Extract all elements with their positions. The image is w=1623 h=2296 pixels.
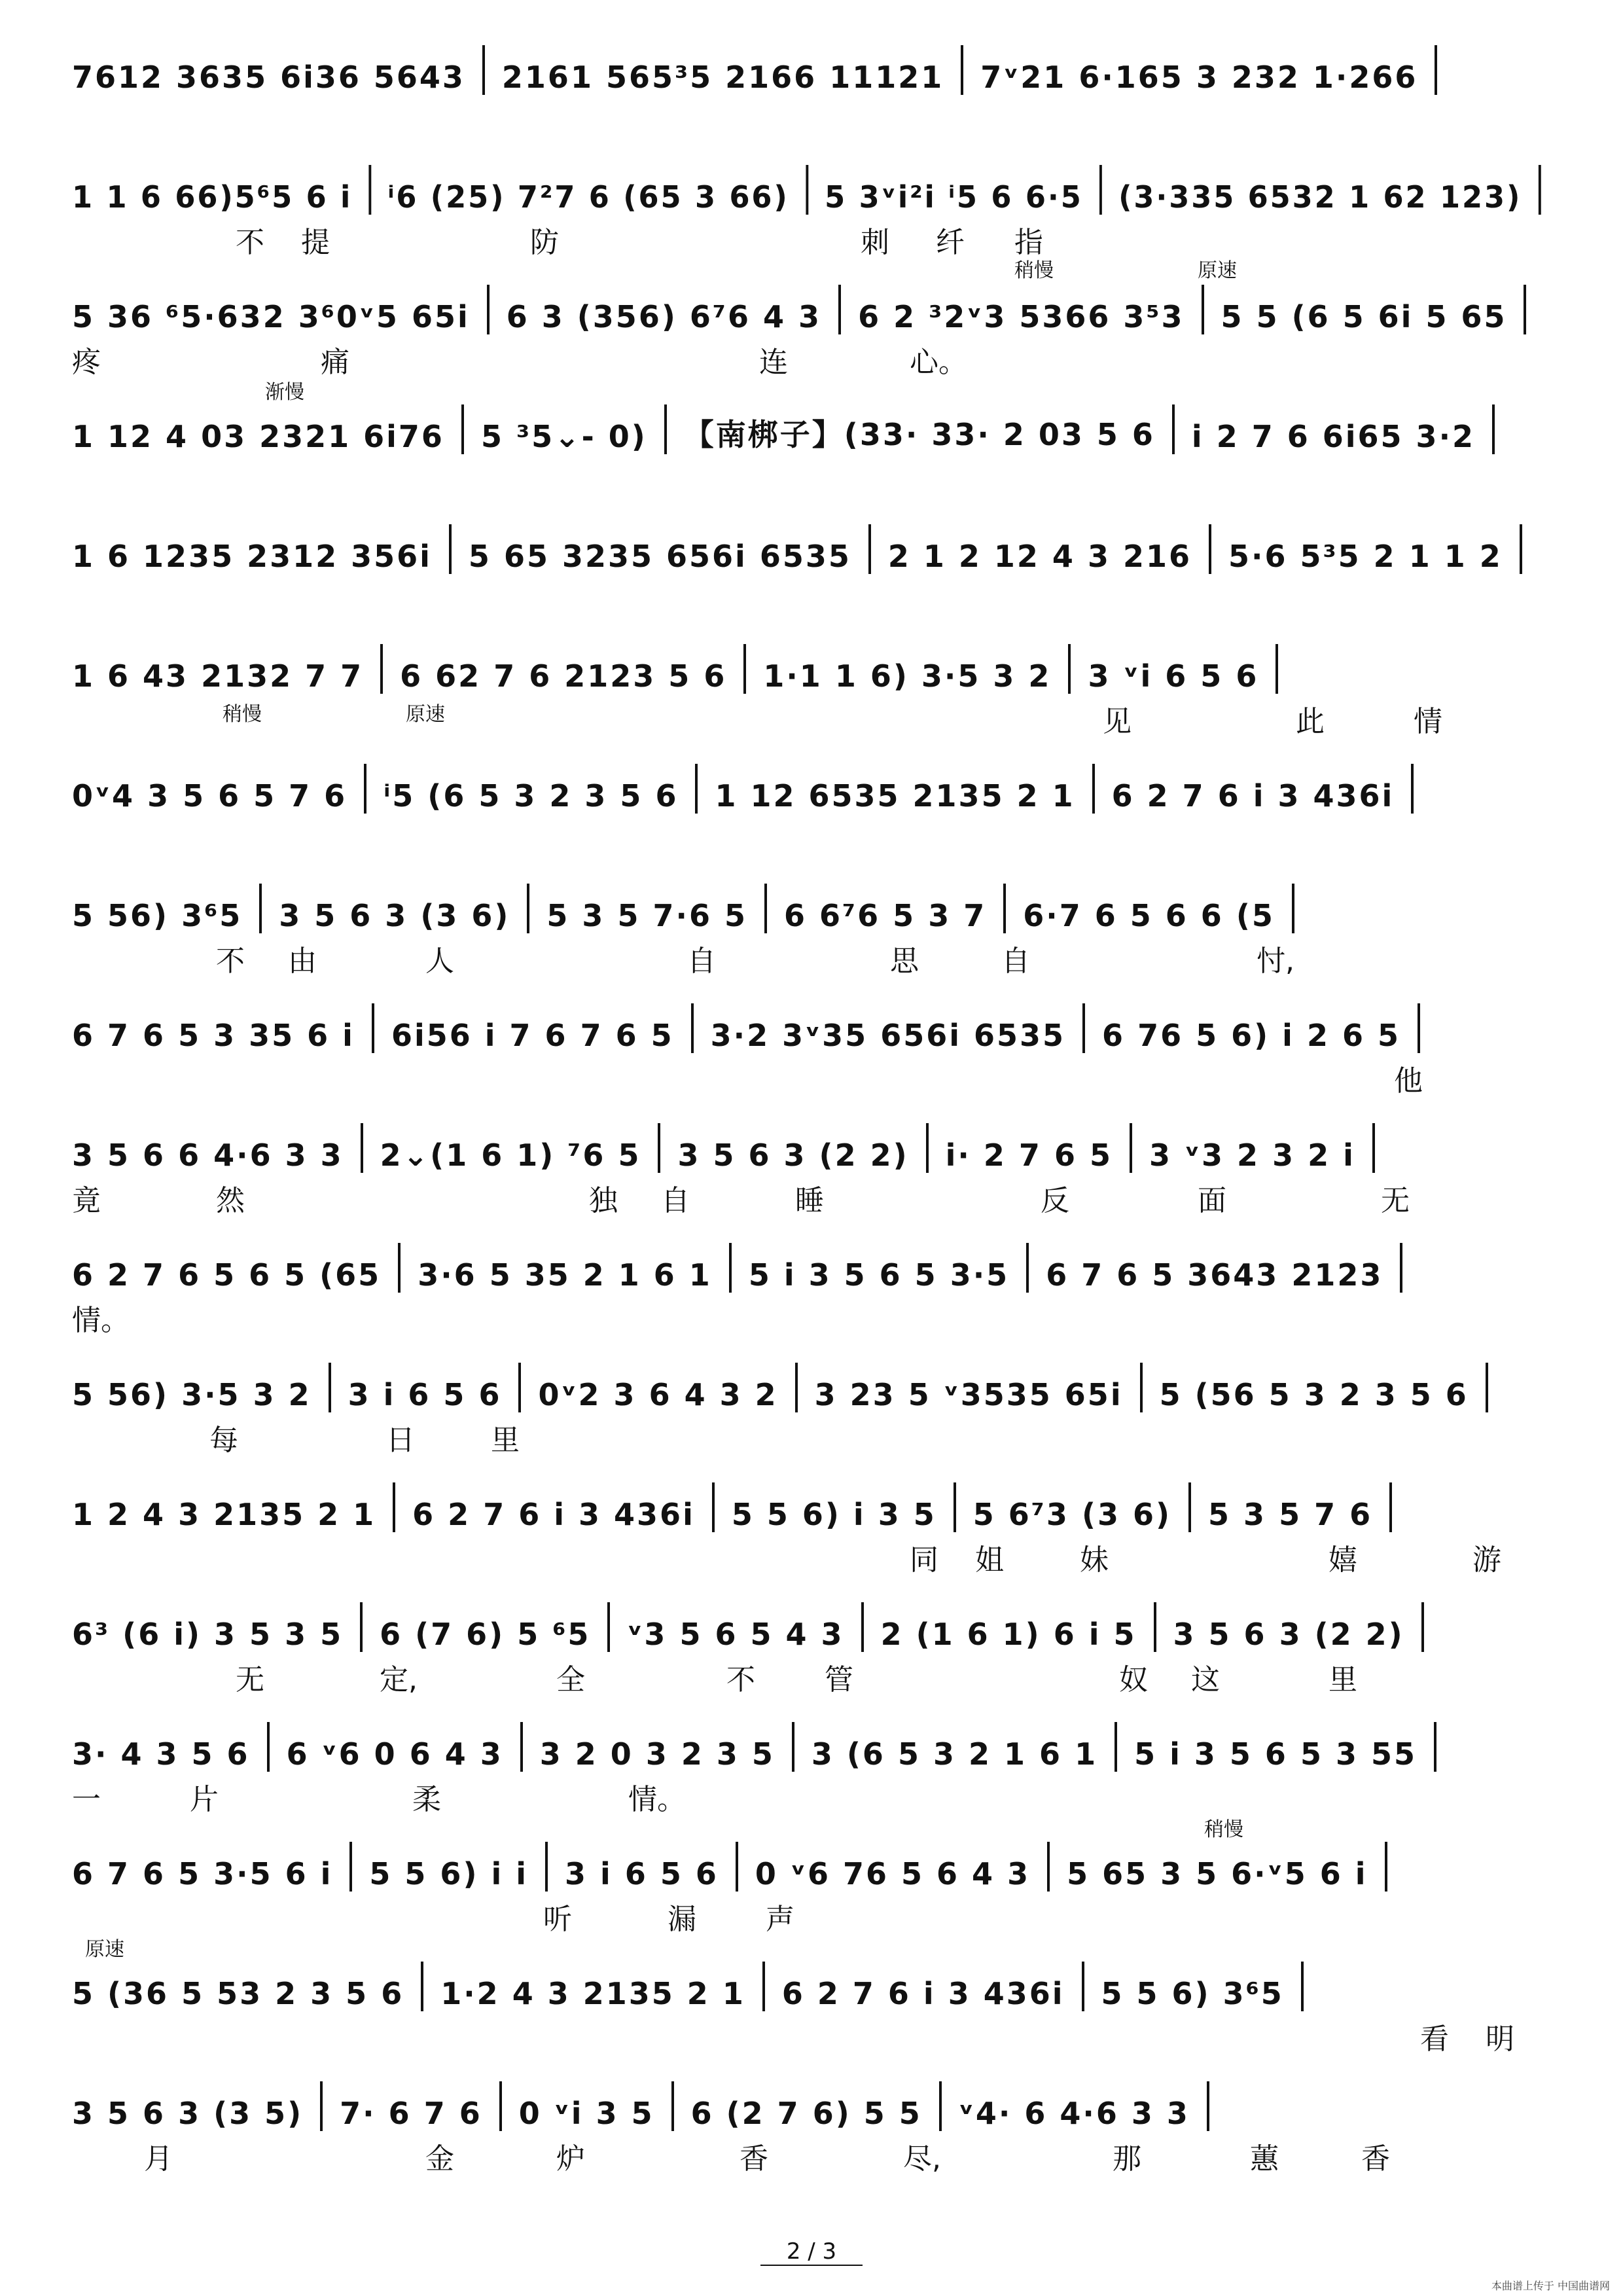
bar-line xyxy=(664,404,667,454)
measure: 5 3 5 7·6 5 xyxy=(546,898,747,933)
measure: 1 6 1235 2312 356i xyxy=(72,539,432,574)
lyric-char: 每 xyxy=(209,1424,238,1457)
measure: 1 12 4 03 2321 6i76 xyxy=(72,419,444,454)
lyric-char: 连 xyxy=(759,346,788,379)
score-system xyxy=(72,1713,1558,1837)
bar-line xyxy=(461,404,464,454)
measure: 6 2 7 6 i 3 436i xyxy=(781,1976,1065,2011)
bar-line xyxy=(658,1123,660,1173)
bar-line xyxy=(1400,1243,1402,1293)
measure: 3· 4 3 5 6 xyxy=(72,1736,250,1772)
bar-line xyxy=(1418,1003,1420,1053)
lyric-char: 里 xyxy=(491,1424,520,1457)
measure: 6 7 6 5 3·5 6 i xyxy=(72,1856,333,1892)
bar-line xyxy=(607,1602,610,1652)
bar-line xyxy=(545,1842,548,1892)
lyric-char: 无 xyxy=(1381,1184,1410,1217)
measure: 5 65 3 5 6·ᵛ5 6 i xyxy=(1067,1856,1368,1892)
bar-line xyxy=(1385,1842,1387,1892)
tempo-mark: 渐慢 xyxy=(265,381,304,404)
lyric-char: 指 xyxy=(1014,226,1043,259)
bar-line xyxy=(1275,644,1278,694)
lyric-char: 防 xyxy=(530,226,559,259)
measure: 5 ³5⌄- 0) xyxy=(480,419,647,454)
lyric-char: 人 xyxy=(425,944,454,978)
measure: 6 3 (356) 6⁷6 4 3 xyxy=(506,299,822,334)
measure: 3 2 0 3 2 3 5 xyxy=(539,1736,775,1772)
measure: 5 65 3235 656i 6535 xyxy=(468,539,851,574)
bar-line xyxy=(764,884,767,933)
lyric-char: 香 xyxy=(1361,2142,1390,2176)
bar-line xyxy=(1172,404,1175,454)
measure: 0 ᵛi 3 5 xyxy=(518,2096,654,2131)
lyric-char: 睡 xyxy=(795,1184,824,1217)
measure: 3 (6 5 3 2 1 6 1 xyxy=(811,1736,1098,1772)
measure: 3 5 6 3 (3 6) xyxy=(279,898,510,933)
notation-line xyxy=(72,1473,1409,1532)
bar-line xyxy=(393,1482,395,1532)
measure: 7ᵛ21 6·165 3 232 1·266 xyxy=(980,60,1418,95)
lyric-char: 不 xyxy=(236,226,264,259)
lyric-char: 蕙 xyxy=(1250,2142,1279,2176)
notation-line xyxy=(72,515,1539,574)
lyric-char: 痛 xyxy=(321,346,349,379)
lyrics-line xyxy=(72,937,1558,977)
measure: 6³ (6 i) 3 5 3 5 xyxy=(72,1617,344,1652)
bar-line xyxy=(1092,764,1095,814)
notation-line xyxy=(72,1713,1454,1772)
bar-line xyxy=(1524,285,1526,334)
notation-line xyxy=(72,635,1295,694)
lyric-char: 游 xyxy=(1472,1543,1501,1577)
measure: 3 5 6 3 (2 2) xyxy=(677,1138,909,1173)
lyric-char: 情。 xyxy=(72,1304,130,1337)
measure: 3 23 5 ᵛ3535 65i xyxy=(814,1377,1123,1412)
lyric-char: 面 xyxy=(1198,1184,1226,1217)
measure: 1 6 43 2132 7 7 xyxy=(72,658,364,694)
lyrics-line xyxy=(72,1895,1558,1935)
lyric-char: 声 xyxy=(766,1903,794,1936)
lyrics-line xyxy=(72,338,1558,378)
bar-line xyxy=(712,1482,715,1532)
notation-line xyxy=(72,874,1311,933)
bar-line xyxy=(1539,165,1541,215)
notation-line xyxy=(72,1234,1419,1293)
measure: 6 2 ³2ᵛ3 5366 3⁵3 xyxy=(858,299,1185,334)
bar-line xyxy=(1099,165,1102,215)
bar-line xyxy=(1026,1243,1029,1293)
score-system xyxy=(72,1473,1558,1598)
lyric-char: 无 xyxy=(236,1663,264,1696)
bar-line xyxy=(1003,884,1006,933)
notation-line xyxy=(72,755,1431,814)
measure: 6 7 6 5 3643 2123 xyxy=(1046,1257,1383,1293)
bar-line xyxy=(1434,1722,1436,1772)
lyric-char: 由 xyxy=(288,944,317,978)
bar-line xyxy=(926,1123,929,1173)
site-credit: 本曲谱上传于 中国曲谱网 xyxy=(1491,2280,1610,2292)
score-system xyxy=(72,1234,1558,1358)
bar-line xyxy=(368,165,371,215)
lyric-char: 奴 xyxy=(1119,1663,1148,1696)
bar-line xyxy=(449,524,452,574)
bar-line xyxy=(838,285,841,334)
bar-line xyxy=(762,1962,765,2011)
measure: 1 2 4 3 2135 2 1 xyxy=(72,1497,376,1532)
lyrics-line xyxy=(72,578,1558,617)
measure: 0 ᵛ6 76 5 6 4 3 xyxy=(755,1856,1031,1892)
measure: 5 3ᵛi²i ⁱ5 6 6·5 xyxy=(825,179,1083,215)
score-system xyxy=(72,1818,1558,1957)
score-system xyxy=(72,2072,1558,2197)
notation-line xyxy=(72,1593,1441,1652)
bar-line xyxy=(267,1722,270,1772)
lyrics-line xyxy=(72,698,1558,737)
measure: (3·335 6532 1 62 123) xyxy=(1118,179,1522,215)
score-system xyxy=(72,874,1558,999)
bar-line xyxy=(954,1482,956,1532)
lyrics-line xyxy=(72,1536,1558,1575)
notation-line xyxy=(72,156,1558,215)
measure: 6 2 7 6 5 6 5 (65 xyxy=(72,1257,382,1293)
tempo-mark: 稍慢 xyxy=(223,703,262,726)
measure: 6 (2 7 6) 5 5 xyxy=(690,2096,922,2131)
bar-line xyxy=(1372,1123,1375,1173)
measure: 1 1 6 66)5⁶5 6 i xyxy=(72,179,353,215)
score-system xyxy=(72,994,1558,1119)
lyric-char: 柔 xyxy=(412,1783,441,1816)
bar-line xyxy=(1207,2081,1209,2131)
lyric-char: 纤 xyxy=(936,226,965,259)
measure: 0ᵛ2 3 6 4 3 2 xyxy=(538,1377,778,1412)
bar-line xyxy=(695,764,698,814)
measure: 5 56) 3·5 3 2 xyxy=(72,1377,312,1412)
lyric-char: 里 xyxy=(1329,1663,1357,1696)
bar-line xyxy=(487,285,490,334)
bar-line xyxy=(1068,644,1071,694)
measure: 3 ᵛ3 2 3 2 i xyxy=(1149,1138,1355,1173)
notation-line xyxy=(72,1952,1321,2011)
lyrics-line xyxy=(72,1057,1558,1096)
bar-line xyxy=(961,45,963,95)
bar-line xyxy=(372,1003,374,1053)
bar-line xyxy=(499,2081,502,2131)
bar-line xyxy=(1411,764,1414,814)
score-system xyxy=(72,1593,1558,1717)
measure: 2 1 2 12 4 3 216 xyxy=(887,539,1192,574)
bar-line xyxy=(520,1722,523,1772)
lyric-char: 自 xyxy=(661,1184,690,1217)
measure: 3 ᵛi 6 5 6 xyxy=(1088,658,1259,694)
measure: 7612 3635 6i36 5643 xyxy=(72,60,465,95)
lyric-char: 不 xyxy=(216,944,245,978)
lyric-char: 反 xyxy=(1041,1184,1069,1217)
bar-line xyxy=(1421,1602,1424,1652)
bar-line xyxy=(1492,404,1495,454)
lyric-char: 此 xyxy=(1296,705,1325,738)
lyrics-line xyxy=(72,1776,1558,1815)
lyric-char: 忖, xyxy=(1257,944,1294,978)
page-number-label: 2 / 3 xyxy=(760,2238,863,2266)
lyric-char: 看 xyxy=(1420,2022,1449,2056)
lyric-char: 不 xyxy=(726,1663,755,1696)
bar-line xyxy=(349,1842,352,1892)
bar-line xyxy=(792,1722,794,1772)
measure: 6 2 7 6 i 3 436i xyxy=(1111,778,1395,814)
lyric-char: 姐 xyxy=(975,1543,1004,1577)
bar-line xyxy=(1435,45,1437,95)
tempo-mark: 稍慢 xyxy=(1204,1818,1243,1841)
bar-line xyxy=(795,1363,798,1412)
measure: 5 3 5 7 6 xyxy=(1208,1497,1373,1532)
measure: 5 5 6) 3⁶5 xyxy=(1101,1976,1284,2011)
measure: 3 5 6 3 (3 5) xyxy=(72,2096,304,2131)
lyric-char: 见 xyxy=(1103,705,1132,738)
measure: 6 6⁷6 5 3 7 xyxy=(783,898,987,933)
bar-line xyxy=(1389,1482,1392,1532)
lyric-char: 漏 xyxy=(668,1903,696,1936)
score-system xyxy=(72,1354,1558,1478)
measure: 6 76 5 6) i 2 6 5 xyxy=(1102,1018,1400,1053)
lyric-char: 炉 xyxy=(556,2142,585,2176)
lyric-char: 情。 xyxy=(628,1783,686,1816)
page-number xyxy=(0,2238,1623,2266)
measure: 6 (7 6) 5 ⁶5 xyxy=(380,1617,591,1652)
lyrics-line xyxy=(72,99,1558,138)
score-system xyxy=(72,1114,1558,1238)
measure: 6 7 6 5 3 35 6 i xyxy=(72,1018,355,1053)
bar-line xyxy=(736,1842,738,1892)
measure: 2⌄(1 6 1) ⁷6 5 xyxy=(380,1138,641,1173)
bar-line xyxy=(1082,1962,1084,2011)
bar-line xyxy=(1301,1962,1304,2011)
score-system xyxy=(72,36,1558,160)
measure: ⁱ6 (25) 7²7 6 (65 3 66) xyxy=(387,179,789,215)
bar-line xyxy=(1292,884,1294,933)
measure: 5 (56 5 3 2 3 5 6 xyxy=(1159,1377,1469,1412)
lyric-char: 同 xyxy=(910,1543,938,1577)
bar-line xyxy=(868,524,871,574)
bar-line xyxy=(1486,1363,1488,1412)
measure: 2 (1 6 1) 6 i 5 xyxy=(880,1617,1137,1652)
measure: 5 (36 5 53 2 3 5 6 xyxy=(72,1976,404,2011)
bar-line xyxy=(1082,1003,1085,1053)
notation-line xyxy=(72,1354,1505,1412)
notation-line xyxy=(72,994,1437,1053)
bar-line xyxy=(1188,1482,1191,1532)
measure: 5 6⁷3 (3 6) xyxy=(972,1497,1172,1532)
lyric-char: 自 xyxy=(1001,944,1030,978)
lyric-char: 一 xyxy=(72,1783,101,1816)
bar-line xyxy=(360,1602,363,1652)
bar-line xyxy=(1047,1842,1050,1892)
measure: 3 5 6 6 4·6 3 3 xyxy=(72,1138,344,1173)
lyrics-line xyxy=(72,219,1558,258)
measure: 1 12 6535 2135 2 1 xyxy=(715,778,1075,814)
bar-line xyxy=(1154,1602,1156,1652)
bar-line xyxy=(1130,1123,1132,1173)
lyrics-line xyxy=(72,1297,1558,1336)
measure: 3 i 6 5 6 xyxy=(348,1377,502,1412)
tempo-mark: 原速 xyxy=(406,703,445,726)
lyric-char: 疼 xyxy=(72,346,101,379)
bar-line xyxy=(398,1243,401,1293)
measure: 1·1 1 6) 3·5 3 2 xyxy=(763,658,1052,694)
lyric-char: 日 xyxy=(386,1424,415,1457)
measure: 5 5 (6 5 6i 5 65 xyxy=(1221,299,1507,334)
bar-line xyxy=(1209,524,1211,574)
notation-line xyxy=(72,276,1543,334)
measure: 5 5 6) i i xyxy=(369,1856,529,1892)
score-system xyxy=(72,635,1558,759)
score-system xyxy=(72,515,1558,639)
measure: 5 56) 3⁶5 xyxy=(72,898,243,933)
measure: ᵛ3 5 6 5 4 3 xyxy=(627,1617,844,1652)
lyric-char: 这 xyxy=(1191,1663,1220,1696)
lyric-char: 片 xyxy=(190,1783,219,1816)
lyric-char: 情 xyxy=(1414,705,1442,738)
lyrics-line xyxy=(72,2135,1558,2174)
lyrics-line xyxy=(72,1656,1558,1695)
lyric-char: 他 xyxy=(1394,1064,1423,1098)
lyrics-line xyxy=(72,1177,1558,1216)
bar-line xyxy=(1140,1363,1143,1412)
bar-line xyxy=(518,1363,521,1412)
bar-line xyxy=(364,764,366,814)
lyric-char: 香 xyxy=(740,2142,768,2176)
measure: 3·6 5 35 2 1 6 1 xyxy=(418,1257,712,1293)
bar-line xyxy=(806,165,808,215)
bar-line xyxy=(691,1003,694,1053)
bar-line xyxy=(320,2081,323,2131)
measure: 5 5 6) i 3 5 xyxy=(731,1497,936,1532)
bar-line xyxy=(729,1243,732,1293)
lyric-char: 提 xyxy=(301,226,330,259)
score-system xyxy=(72,156,1558,280)
lyric-char: 定, xyxy=(380,1663,418,1696)
lyric-char: 思 xyxy=(890,944,919,978)
measure: 0ᵛ4 3 5 6 5 7 6 xyxy=(72,778,348,814)
lyric-char: 听 xyxy=(543,1903,572,1936)
measure: 2161 565³5 2166 11121 xyxy=(501,60,944,95)
bar-line xyxy=(671,2081,674,2131)
bar-line xyxy=(1520,524,1522,574)
measure: 6i56 i 7 6 7 6 5 xyxy=(391,1018,674,1053)
measure: 3 5 6 3 (2 2) xyxy=(1173,1617,1404,1652)
measure: 【南梆子】(33· 33· 2 03 5 6 xyxy=(683,417,1155,452)
bar-line xyxy=(527,884,529,933)
lyric-char: 心。 xyxy=(910,346,967,379)
measure: 6 2 7 6 i 3 436i xyxy=(412,1497,695,1532)
tempo-mark: 稍慢 xyxy=(1014,259,1054,282)
lyric-char: 自 xyxy=(687,944,716,978)
measure: 7· 6 7 6 xyxy=(340,2096,482,2131)
bar-line xyxy=(743,644,746,694)
lyric-char: 金 xyxy=(425,2142,454,2176)
score-system xyxy=(72,755,1558,879)
score-system xyxy=(72,381,1558,520)
bar-line xyxy=(361,1123,363,1173)
lyric-char: 独 xyxy=(589,1184,618,1217)
measure: 5·6 5³5 2 1 1 2 xyxy=(1228,539,1503,574)
measure: 6 62 7 6 2123 5 6 xyxy=(400,658,727,694)
tempo-mark: 原速 xyxy=(85,1938,124,1961)
tempo-mark: 原速 xyxy=(1198,259,1237,282)
bar-line xyxy=(482,45,485,95)
bar-line xyxy=(421,1962,423,2011)
measure: 6·7 6 5 6 6 (5 xyxy=(1023,898,1275,933)
lyric-char: 刺 xyxy=(861,226,889,259)
notation-line xyxy=(72,2072,1226,2131)
bar-line xyxy=(1115,1722,1117,1772)
measure: ᵛ4· 6 4·6 3 3 xyxy=(958,2096,1190,2131)
lyric-char: 嬉 xyxy=(1329,1543,1357,1577)
lyrics-line xyxy=(72,458,1558,497)
lyric-char: 然 xyxy=(216,1184,245,1217)
lyric-char: 竟 xyxy=(72,1184,101,1217)
lyric-char: 月 xyxy=(144,2142,173,2176)
lyric-char: 明 xyxy=(1486,2022,1514,2056)
bar-line xyxy=(329,1363,331,1412)
lyric-char: 尽, xyxy=(903,2142,941,2176)
score-system xyxy=(72,1938,1558,2077)
bar-line xyxy=(259,884,262,933)
measure: 5 i 3 5 6 5 3 55 xyxy=(1134,1736,1418,1772)
measure: 6 ᵛ6 0 6 4 3 xyxy=(286,1736,503,1772)
lyrics-line xyxy=(72,1416,1558,1456)
bar-line xyxy=(1202,285,1204,334)
measure: i 2 7 6 6i65 3·2 xyxy=(1191,419,1476,454)
notation-line xyxy=(72,36,1454,95)
notation-line xyxy=(72,1114,1392,1173)
measure: i· 2 7 6 5 xyxy=(945,1138,1113,1173)
measure: ⁱ5 (6 5 3 2 3 5 6 xyxy=(383,778,679,814)
bar-line xyxy=(861,1602,864,1652)
lyric-char: 妹 xyxy=(1080,1543,1109,1577)
measure: 3·2 3ᵛ35 656i 6535 xyxy=(710,1018,1066,1053)
measure: 5 36 ⁶5·632 3⁶0ᵛ5 65i xyxy=(72,299,470,334)
lyrics-line xyxy=(72,817,1558,857)
lyrics-line xyxy=(72,2015,1558,2054)
measure: 3 i 6 5 6 xyxy=(565,1856,719,1892)
lyric-char: 管 xyxy=(825,1663,853,1696)
bar-line xyxy=(939,2081,942,2131)
lyric-char: 全 xyxy=(556,1663,585,1696)
measure: 1·2 4 3 2135 2 1 xyxy=(440,1976,745,2011)
lyric-char: 那 xyxy=(1113,2142,1141,2176)
measure: 5 i 3 5 6 5 3·5 xyxy=(748,1257,1010,1293)
bar-line xyxy=(380,644,383,694)
